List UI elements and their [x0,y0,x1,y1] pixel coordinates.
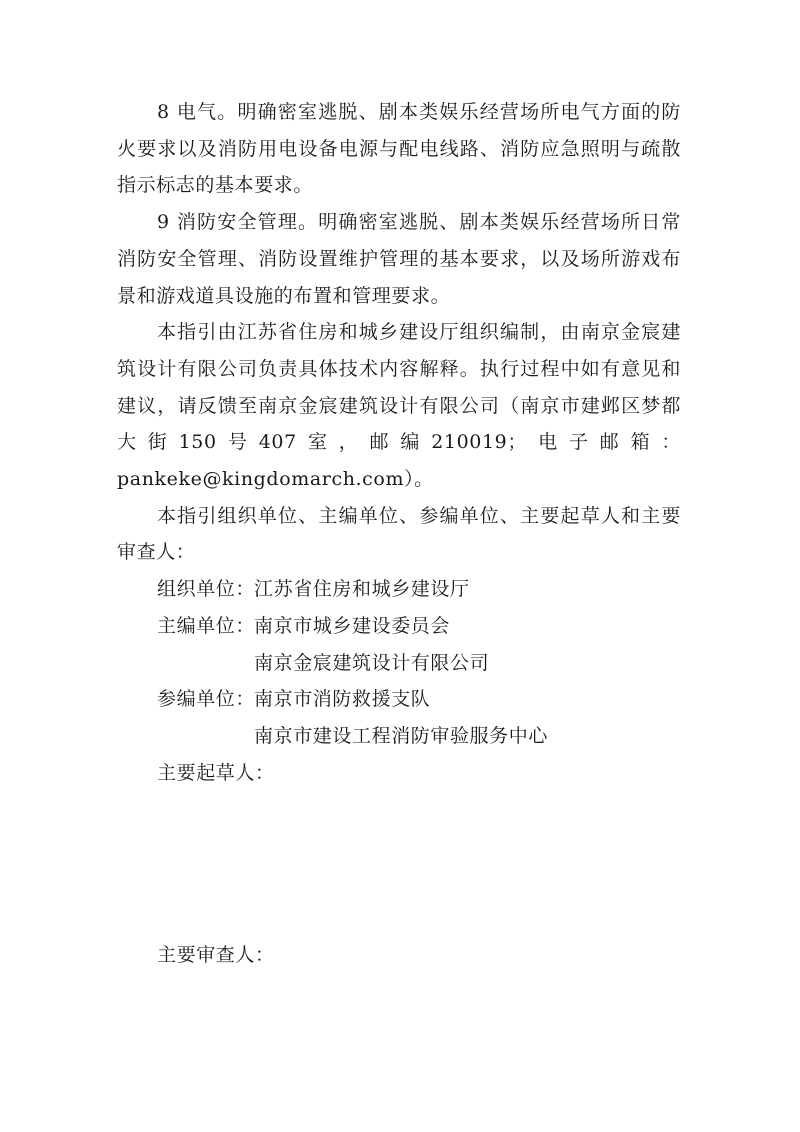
reviewers-label: 主要审查人： [157,944,275,967]
chief-editor-label: 主编单位： [157,614,256,637]
reviewers-row [117,937,681,974]
participating-unit-label: 参编单位： [157,688,256,711]
paragraph-units-intro: 本指引组织单位、主编单位、参编单位、主要起草人和主要审查人： [117,504,681,564]
participating-unit-value-1: 南京市消防救援支队 [254,688,431,711]
participating-unit-row-2 [117,718,681,755]
organizing-unit-value: 江苏省住房和城乡建设厅 [254,578,470,601]
chief-editor-value-1: 南京市城乡建设委员会 [254,614,451,637]
document-page [117,94,681,974]
organizing-unit-label: 组织单位： [157,578,256,601]
paragraph-safety-management: 9 消防安全管理。明确密室逃脱、剧本类娱乐经营场所日常消防安全管理、消防设置维护管理的基本要求，以及场所游戏布景和游戏道具设施的布置和管理要求。 [117,211,681,307]
participating-unit-row [117,681,681,718]
chief-editor-row [117,608,681,645]
drafters-blank-space [117,791,681,937]
drafters-row [117,755,681,792]
participating-unit-value-2: 南京市建设工程消防审验服务中心 [254,724,549,747]
paragraph-contact-info: 本指引由江苏省住房和城乡建设厅组织编制，由南京金宸建筑设计有限公司负责具体技术内容解释。执行过程中如有意见和建议，请反馈至南京金宸建筑设计有限公司（南京市建邺区梦都大街150号407室，邮编210019；电子邮箱：pankeke@kingdomarch.com）。 [117,321,681,491]
drafters-label: 主要起草人： [157,761,275,784]
organizing-unit-row [117,571,681,608]
chief-editor-row-2 [117,645,681,682]
chief-editor-value-2: 南京金宸建筑设计有限公司 [254,651,490,674]
paragraph-electrical: 8 电气。明确密室逃脱、剧本类娱乐经营场所电气方面的防火要求以及消防用电设备电源与配电线路、消防应急照明与疏散指示标志的基本要求。 [117,101,681,197]
